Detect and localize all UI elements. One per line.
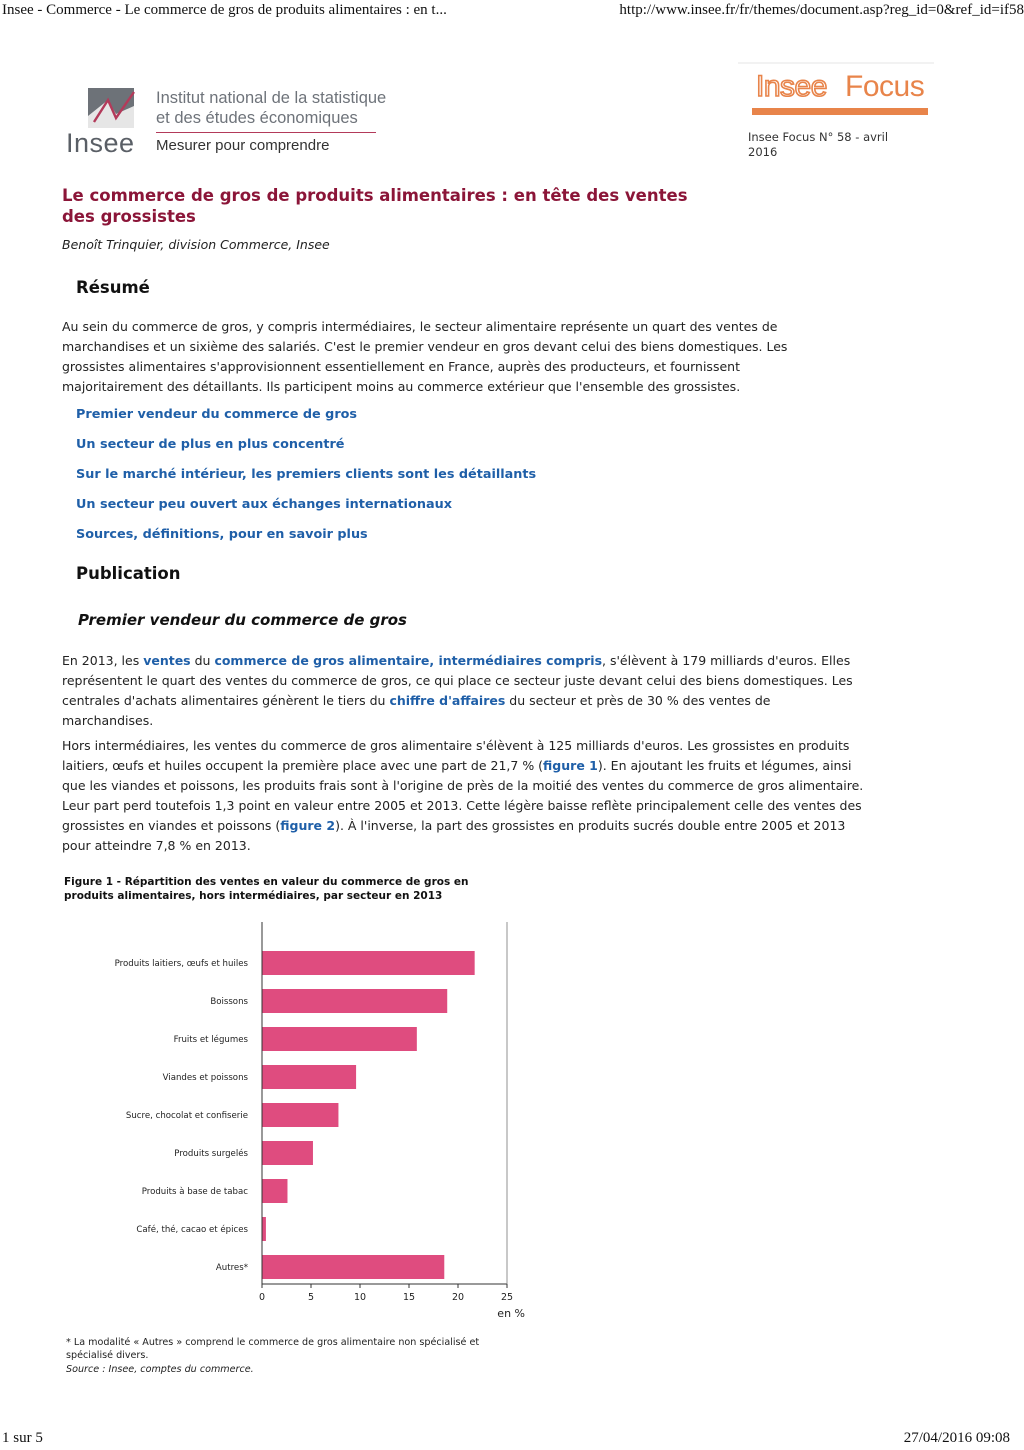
page-count: 1 sur 5 [2, 1430, 43, 1446]
chart-category-label: Boissons [210, 997, 248, 1007]
print-header-url[interactable]: http://www.insee.fr/fr/themes/document.asp?reg_id=0&ref_id=if58 [619, 2, 1024, 18]
focus-logo-top-rule [738, 62, 934, 64]
p1-text-1: En 2013, les [62, 653, 144, 668]
insee-logo-title [156, 88, 416, 128]
chart-bar [262, 951, 475, 975]
print-datetime: 27/04/2016 09:08 [903, 1430, 1010, 1446]
table-of-contents [76, 404, 536, 554]
chart-category-label: Fruits et légumes [173, 1035, 248, 1045]
p1-text-4: du secteur et près de 30 % des ventes de marchandises. [62, 693, 771, 728]
author-line: Benoît Trinquier, division Commerce, Insee [62, 237, 330, 252]
chart-bar [262, 1179, 287, 1203]
link-commerce-de-gros-alimentaire[interactable]: commerce de gros alimentaire, intermédiaires compris [214, 653, 603, 668]
link-figure-1[interactable]: figure 1 [543, 758, 598, 773]
section-heading: Premier vendeur du commerce de gros [78, 611, 407, 629]
chart-x-tick-label: 5 [307, 1292, 315, 1303]
chart-category-label: Autres* [215, 1263, 248, 1273]
p1-text-2: du [190, 653, 215, 668]
publication-heading: Publication [76, 564, 181, 583]
print-footer [0, 1430, 1024, 1450]
chart-x-tick-label: 15 [402, 1292, 416, 1303]
chart-category-label: Produits laitiers, œufs et huiles [114, 959, 248, 969]
chart-category-label: Café, thé, cacao et épices [136, 1225, 248, 1235]
insee-logo[interactable] [66, 84, 406, 158]
insee-logo-word: Insee [66, 128, 135, 158]
figure-title: Figure 1 - Répartition des ventes en valeur du commerce de gros en produits alimentaires, hors intermédiaires, par secteur en 2013 [64, 876, 469, 902]
insee-logo-tagline: Mesurer pour comprendre [156, 137, 330, 154]
print-header-title: Insee - Commerce - Le commerce de gros de produits alimentaires : en t... [2, 2, 447, 18]
link-chiffre-affaires[interactable]: chiffre d'affaires [389, 693, 506, 708]
toc-link-echanges-internationaux[interactable]: Un secteur peu ouvert aux échanges internationaux [76, 497, 452, 512]
chart-bar [262, 1217, 266, 1241]
chart-bar [262, 1141, 313, 1165]
chart-category-label: Produits à base de tabac [141, 1187, 248, 1197]
p2-text-1: Hors intermédiaires, les ventes du commerce de gros alimentaire s'élèvent à 125 milliards d'euros. Les grossistes en produits laitiers, œufs et huiles occupent la première place avec une part de 21,7 % ( [62, 738, 850, 773]
chart-category-label: Produits surgelés [174, 1149, 248, 1159]
chart-bar [262, 989, 447, 1013]
paragraph-hors-intermediaires [62, 736, 874, 856]
chart-unit-label: en % [497, 1307, 525, 1320]
focus-logo-focus: Focus [845, 70, 925, 103]
link-ventes[interactable]: ventes [143, 653, 191, 668]
toc-link-premier-vendeur[interactable]: Premier vendeur du commerce de gros [76, 407, 358, 422]
toc-link-marche-interieur[interactable]: Sur le marché intérieur, les premiers clients sont les détaillants [76, 467, 537, 482]
figure-footnote: * La modalité « Autres » comprend le commerce de gros alimentaire non spécialisé et spécialisé divers. [66, 1337, 480, 1362]
summary-paragraph: Au sein du commerce de gros, y compris intermédiaires, le secteur alimentaire représente un quart des ventes de marchandises et un sixième des salariés. C'est le premier vendeur en gros devant celui des biens domestiques. Les grossistes alimentaires s'approvisionnent essentiellement en France, auprès des producteurs, et fournissent majoritairement des détaillants. Ils participent moins au commerce extérieur que l'ensemble des grossistes. [62, 319, 788, 394]
insee-logo-title-line1: Institut national de la statistique [156, 89, 387, 107]
chart-category-label: Viandes et poissons [162, 1073, 248, 1083]
p2-text-3: ). À l'inverse, la part des grossistes en produits sucrés double entre 2005 et 2013 pour atteindre 7,8 % en 2013. [62, 818, 846, 853]
chart-x-tick-label: 25 [500, 1292, 514, 1303]
chart-bar [262, 1103, 338, 1127]
insee-focus-logo[interactable] [738, 62, 938, 122]
insee-logo-divider [156, 132, 376, 133]
print-header [0, 2, 1024, 22]
chart-x-tick-label: 0 [258, 1292, 266, 1303]
p1-text-3: , s'élèvent à 179 milliards d'euros. Elles représentent le quart des ventes du commerce de gros, ce qui place ce secteur juste devant celui des biens domestiques. Les centrales d'achats alimentaires génèrent le tiers du [62, 653, 853, 708]
toc-link-sources[interactable]: Sources, définitions, pour en savoir plus [76, 527, 368, 542]
focus-logo-insee: Insee [756, 70, 827, 103]
chart-bar [262, 1027, 417, 1051]
insee-logo-mark-icon [86, 86, 136, 130]
chart-x-tick-label: 20 [451, 1292, 465, 1303]
resume-heading: Résumé [76, 278, 150, 297]
insee-logo-title-line2: et des études économiques [156, 109, 358, 127]
p2-text-2: ). En ajoutant les fruits et légumes, ainsi que les viandes et poissons, les produits frais sont à l'origine de près de la moitié des ventes du commerce de gros alimentaire. Leur part perd toutefois 1,3 point en valeur entre 2005 et 2013. Cette légère baisse reflète principalement celle des ventes des grossistes en viandes et poissons ( [62, 758, 864, 833]
link-figure-2[interactable]: figure 2 [280, 818, 336, 833]
figure-source: Source : Insee, comptes du commerce. [66, 1363, 254, 1375]
figure-1-bar-chart [0, 920, 560, 1332]
chart-x-tick-label: 10 [353, 1292, 367, 1303]
page-title: Le commerce de gros de produits alimentaires : en tête des ventes des grossistes [62, 186, 688, 226]
focus-logo-bar [752, 108, 928, 115]
toc-link-secteur-concentre[interactable]: Un secteur de plus en plus concentré [76, 437, 345, 452]
issue-number: Insee Focus N° 58 - avril 2016 [748, 130, 889, 159]
chart-bar [262, 1065, 356, 1089]
figure-notes [66, 1336, 486, 1376]
chart-bar [262, 1255, 444, 1279]
chart-category-label: Sucre, chocolat et confiserie [125, 1111, 248, 1121]
paragraph-ventes [62, 651, 862, 731]
